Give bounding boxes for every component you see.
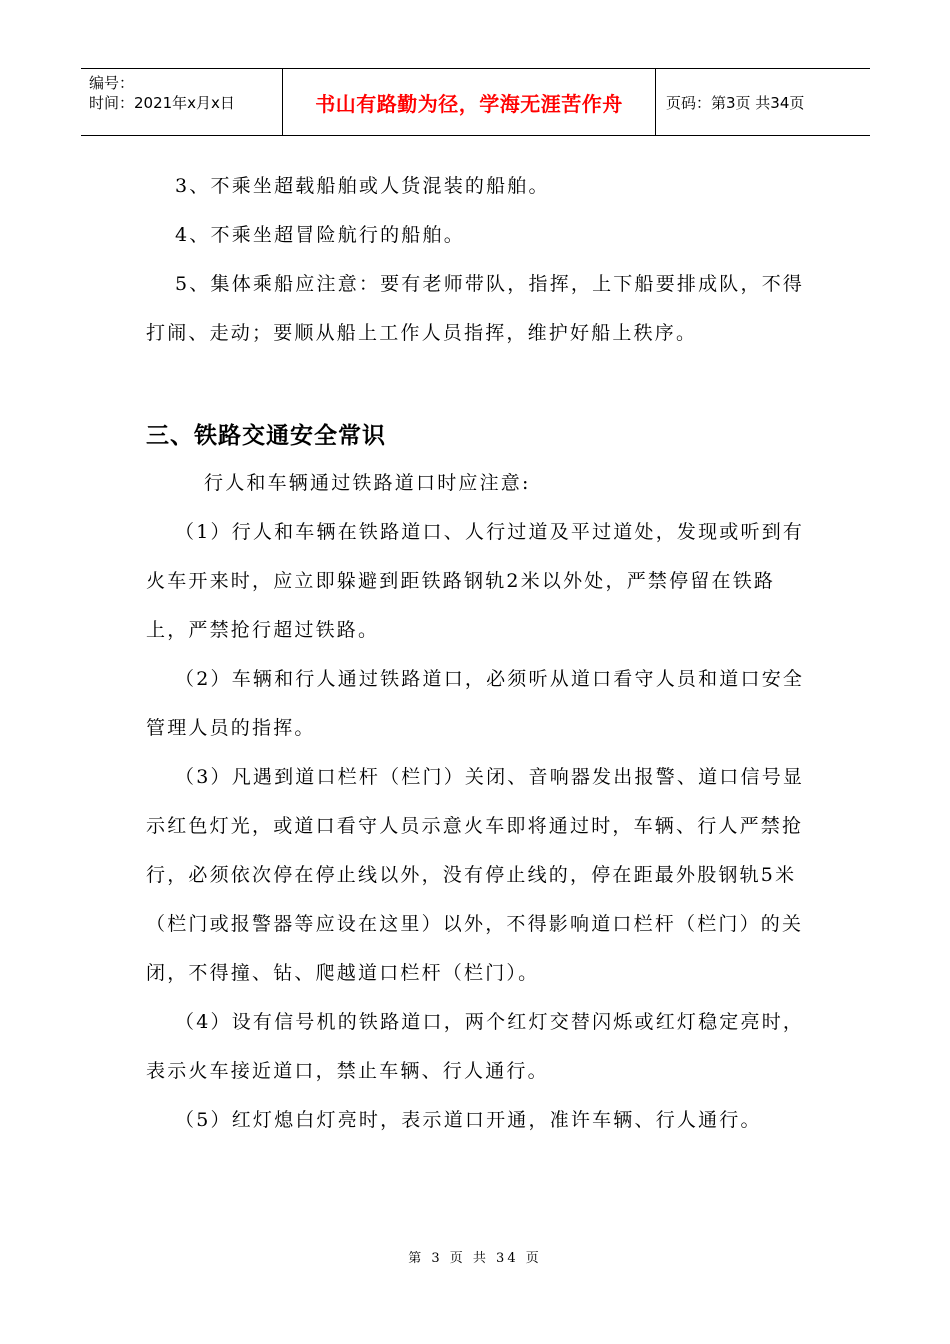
list-item: （1）行人和车辆在铁路道口、人行过道及平过道处，发现或听到有火车开来时，应立即躲避到距铁路钢轨2米以外处，严禁停留在铁路上，严禁抢行超过铁路。 — [146, 521, 805, 641]
page-footer: 第 3 页 共 34 页 — [408, 1251, 542, 1266]
paragraph-4: 4、不乘坐超冒险航行的船舶。 — [175, 224, 465, 246]
paragraph-3: 3、不乘坐超载船舶或人货混装的船舶。 — [175, 175, 550, 197]
list-item: （5）红灯熄白灯亮时，表示道口开通，准许车辆、行人通行。 — [175, 1109, 762, 1131]
document-number-label: 编号： — [89, 74, 135, 92]
body-section-2 — [146, 459, 811, 1145]
paragraph-5: 5、集体乘船应注意：要有老师带队，指挥，上下船要排成队，不得打闹、走动；要顺从船上工作人员指挥，维护好船上秩序。 — [146, 273, 805, 344]
header-page-info: 页码：第3页 共34页 — [666, 93, 805, 112]
header-meta-cell — [81, 69, 283, 135]
document-date-label: 时间：2021年x月x日 — [89, 94, 235, 112]
body-section-1 — [146, 162, 811, 358]
page-header — [81, 68, 870, 136]
intro-paragraph: 行人和车辆通过铁路道口时应注意: — [204, 472, 531, 494]
header-motto: 书山有路勤为径，学海无涯苦作舟 — [283, 69, 656, 135]
list-item: （3）凡遇到道口栏杆（栏门）关闭、音响器发出报警、道口信号显示红色灯光，或道口看守人员示意火车即将通过时，车辆、行人严禁抢行，必须依次停在停止线以外，没有停止线的，停在距最外股钢轨5米（栏门或报警器等应设在这里）以外，不得影响道口栏杆（栏门）的关闭，不得撞、钻、爬越道口栏杆（栏门）。 — [146, 766, 805, 984]
list-item: （2）车辆和行人通过铁路道口，必须听从道口看守人员和道口安全管理人员的指挥。 — [146, 668, 805, 739]
section-heading: 三、铁路交通安全常识 — [146, 423, 386, 449]
list-item: （4）设有信号机的铁路道口，两个红灯交替闪烁或红灯稳定亮时，表示火车接近道口，禁止车辆、行人通行。 — [146, 1011, 805, 1082]
